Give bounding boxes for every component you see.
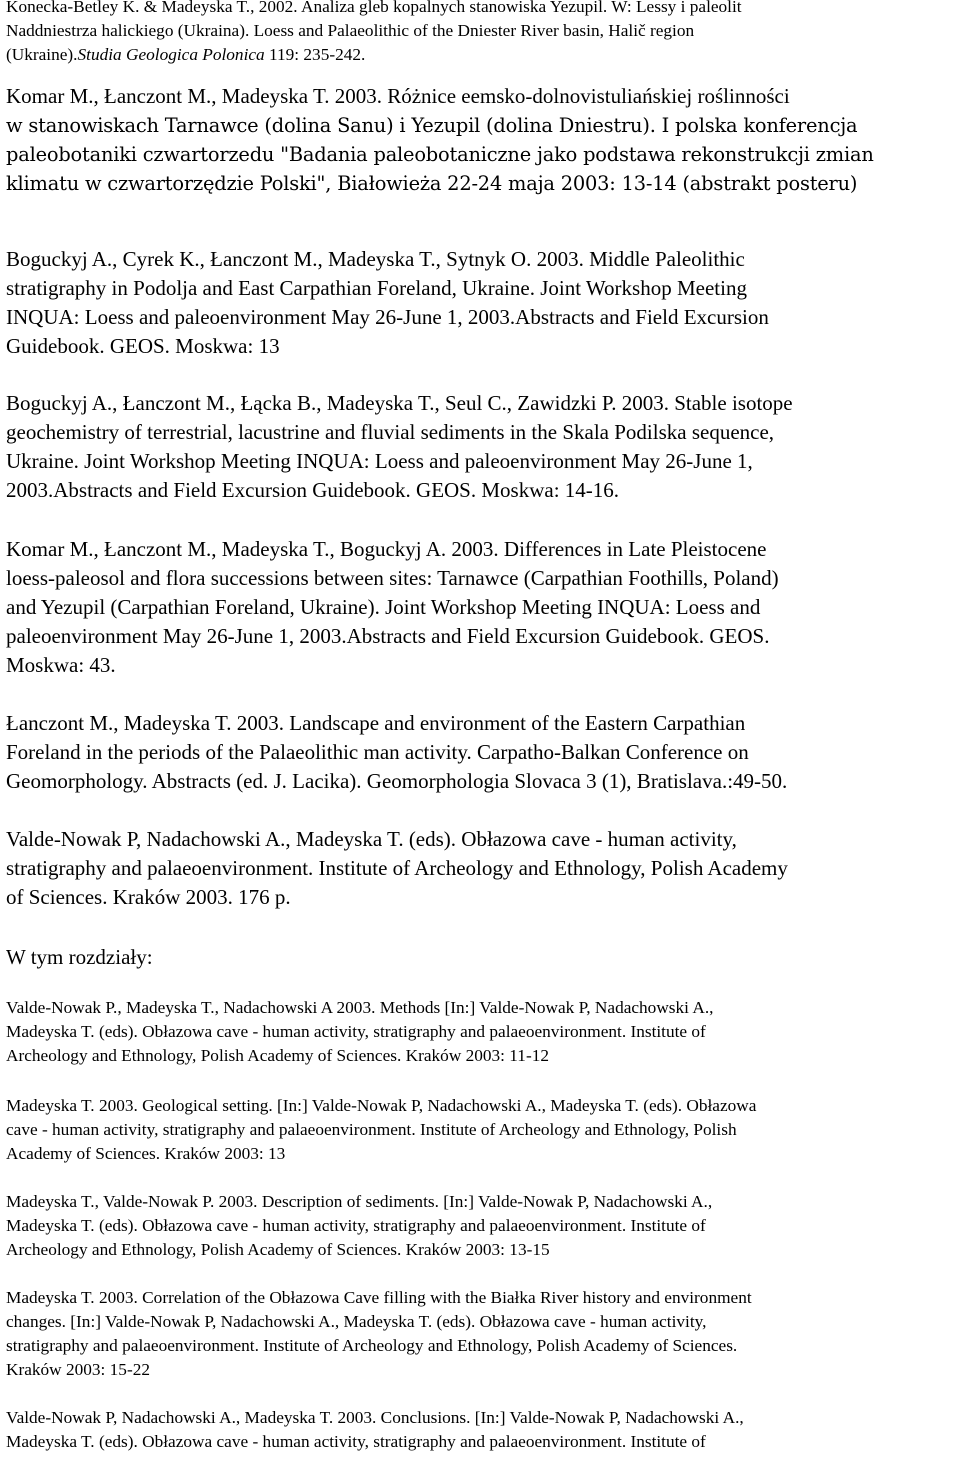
text-line: Archeology and Ethnology, Polish Academy of Sciences. Kraków 2003: 13-15 — [6, 1240, 550, 1259]
reference-boguckyj-2003-stable-isotope — [6, 389, 793, 505]
reference-komar-2003-differences — [6, 535, 779, 680]
text-line: paleoenvironment May 26-June 1, 2003.Abstracts and Field Excursion Guidebook. GEOS. — [6, 624, 770, 648]
text-line: Madeyska T. 2003. Geological setting. [In:] Valde-Nowak P, Nadachowski A., Madeyska T. (eds). Obłazowa — [6, 1096, 757, 1115]
text-line: Madeyska T. (eds). Obłazowa cave - human activity, stratigraphy and palaeoenvironment. Institute of — [6, 1216, 706, 1235]
reference-komar-2003-polish — [6, 82, 874, 198]
reference-boguckyj-2003-middle-paleolithic — [6, 245, 769, 361]
text-line: stratigraphy and palaeoenvironment. Institute of Archeology and Ethnology, Polish Academy of Sciences. — [6, 1336, 738, 1355]
reference-madeyska-2003-correlation — [6, 1286, 752, 1382]
text-span: 119: 235-242. — [264, 45, 366, 64]
text-line: stratigraphy in Podolja and East Carpathian Foreland, Ukraine. Joint Workshop Meeting — [6, 276, 747, 300]
text-line: changes. [In:] Valde-Nowak P, Nadachowski A., Madeyska T. (eds). Obłazowa cave - human activity, — [6, 1312, 707, 1331]
text-line: cave - human activity, stratigraphy and palaeoenvironment. Institute of Archeology and Ethnology, Polish — [6, 1120, 737, 1139]
reference-konecka-betley-2002 — [6, 0, 742, 67]
text-line: Madeyska T. 2003. Correlation of the Obłazowa Cave filling with the Białka River history and environment — [6, 1288, 752, 1307]
text-line: Geomorphology. Abstracts (ed. J. Lacika). Geomorphologia Slovaca 3 (1), Bratislava.:49-50. — [6, 769, 788, 793]
text-line: paleobotaniki czwartorzedu "Badania paleobotaniczne jako podstawa rekonstrukcji zmian — [6, 143, 874, 166]
text-line: Guidebook. GEOS. Moskwa: 13 — [6, 334, 280, 358]
text-line: Kraków 2003: 15-22 — [6, 1360, 150, 1379]
text-line: Ukraine. Joint Workshop Meeting INQUA: Loess and paleoenvironment May 26-June 1, — [6, 449, 753, 473]
text-line: Madeyska T. (eds). Obłazowa cave - human activity, stratigraphy and palaeoenvironment. Institute of — [6, 1432, 706, 1451]
text-span: (Ukraine). — [6, 45, 78, 64]
text-line: Madeyska T., Valde-Nowak P. 2003. Description of sediments. [In:] Valde-Nowak P, Nadachowski A., — [6, 1192, 713, 1211]
text-line: Academy of Sciences. Kraków 2003: 13 — [6, 1144, 286, 1163]
reference-madeyska-2003-sediments — [6, 1190, 712, 1262]
text-line: and Yezupil (Carpathian Foreland, Ukraine). Joint Workshop Meeting INQUA: Loess and — [6, 595, 761, 619]
journal-title: Studia Geologica Polonica — [77, 45, 265, 64]
text-line: Foreland in the periods of the Palaeolithic man activity. Carpatho-Balkan Conference on — [6, 740, 749, 764]
reference-valde-nowak-2003-book — [6, 825, 788, 912]
text-line: Archeology and Ethnology, Polish Academy of Sciences. Kraków 2003: 11-12 — [6, 1046, 549, 1065]
reference-valde-nowak-2003-conclusions — [6, 1406, 744, 1454]
text-line: geochemistry of terrestrial, lacustrine and fluvial sediments in the Skala Podilska sequence, — [6, 420, 775, 444]
text-line: w stanowiskach Tarnawce (dolina Sanu) i Yezupil (dolina Dniestru). I polska konferencja — [6, 114, 858, 137]
reference-madeyska-2003-geological-setting — [6, 1094, 756, 1166]
text-line — [6, 43, 742, 67]
text-line: Komar M., Łanczont M., Madeyska T. 2003. Różnice eemsko-dolnovistuliańskiej roślinności — [6, 84, 790, 108]
text-line: of Sciences. Kraków 2003. 176 p. — [6, 885, 291, 909]
text-line: stratigraphy and palaeoenvironment. Institute of Archeology and Ethnology, Polish Academy — [6, 856, 788, 880]
text-line: Valde-Nowak P, Nadachowski A., Madeyska T. 2003. Conclusions. [In:] Valde-Nowak P, Nadachowski A., — [6, 1408, 744, 1427]
text-line: Łanczont M., Madeyska T. 2003. Landscape and environment of the Eastern Carpathian — [6, 711, 746, 735]
text-line: Valde-Nowak P, Nadachowski A., Madeyska T. (eds). Obłazowa cave - human activity, — [6, 827, 737, 851]
text-line: loess-paleosol and flora successions between sites: Tarnawce (Carpathian Foothills, Poland) — [6, 566, 779, 590]
section-heading-chapters — [6, 943, 153, 972]
text-line: Madeyska T. (eds). Obłazowa cave - human activity, stratigraphy and palaeoenvironment. Institute of — [6, 1022, 706, 1041]
text-line: Naddniestrza halickiego (Ukraina). Loess and Palaeolithic of the Dniester River basin, Halič region — [6, 21, 695, 40]
text-line: Moskwa: 43. — [6, 653, 116, 677]
text-line: klimatu w czwartorzędzie Polski", Białowieża 22-24 maja 2003: 13-14 (abstrakt posteru) — [6, 172, 858, 195]
text-line: Konecka-Betley K. & Madeyska T., 2002. Analiza gleb kopalnych stanowiska Yezupil. W: Lessy i paleolit — [6, 0, 742, 16]
text-line: Valde-Nowak P., Madeyska T., Nadachowski A 2003. Methods [In:] Valde-Nowak P, Nadachowski A., — [6, 998, 714, 1017]
text-line: Boguckyj A., Łanczont M., Łącka B., Madeyska T., Seul C., Zawidzki P. 2003. Stable isotope — [6, 391, 793, 415]
text-line: 2003.Abstracts and Field Excursion Guidebook. GEOS. Moskwa: 14-16. — [6, 478, 620, 502]
reference-lanczont-2003-landscape — [6, 709, 787, 796]
text-line: Boguckyj A., Cyrek K., Łanczont M., Madeyska T., Sytnyk O. 2003. Middle Paleolithic — [6, 247, 745, 271]
text-line: INQUA: Loess and paleoenvironment May 26-June 1, 2003.Abstracts and Field Excursion — [6, 305, 769, 329]
text-line: W tym rozdziały: — [6, 945, 153, 969]
reference-valde-nowak-2003-methods — [6, 996, 713, 1068]
text-line: Komar M., Łanczont M., Madeyska T., Boguckyj A. 2003. Differences in Late Pleistocene — [6, 537, 767, 561]
